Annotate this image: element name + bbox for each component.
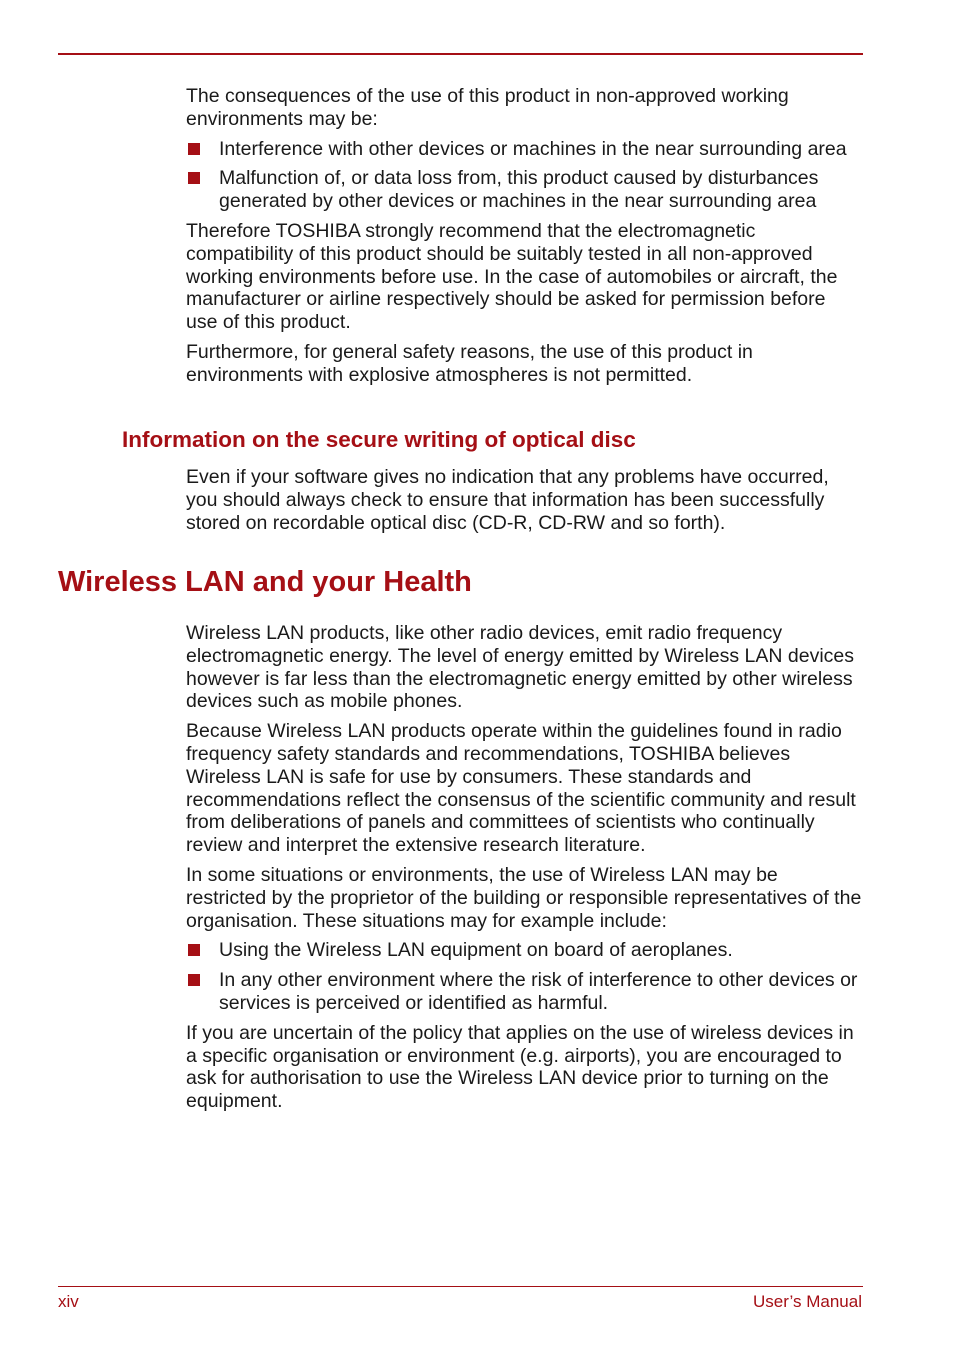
wireless-paragraph-2: Because Wireless LAN products operate within the guidelines found in radio frequency safety standards and recommendations, TOSHIBA believes Wireless LAN is safe for use by consumers. These standards and recommendations reflect the consensus of the scientific community and result from deliberations of panels and committees of scientists who continually review and interpret the extensive research literature. bbox=[186, 720, 856, 857]
wireless-bullet-list bbox=[186, 939, 862, 1014]
intro-bullet-list bbox=[186, 138, 862, 213]
intro-paragraph-3: Furthermore, for general safety reasons, the use of this product in environments with explosive atmospheres is not permitted. bbox=[186, 340, 753, 386]
wireless-paragraph-4: If you are uncertain of the policy that applies on the use of wireless devices in a specific organisation or environment (e.g. airports), you are encouraged to ask for authorisation to use the Wireless LAN device prior to turning on the equipment. bbox=[186, 1021, 854, 1113]
manual-title: User’s Manual bbox=[753, 1292, 862, 1311]
optical-paragraph: Even if your software gives no indication that any problems have occurred, you should always check to ensure that information has been successfully stored on recordable optical disc (CD-R, CD-RW and so forth). bbox=[186, 466, 829, 534]
intro-paragraph-2: Therefore TOSHIBA strongly recommend that the electromagnetic compatibility of this product should be suitably tested in all non-approved working environments before use. In the case of automobiles or aircraft, the manufacturer or airline respectively should be asked for permission before use of this product. bbox=[186, 219, 838, 334]
header-rule bbox=[58, 53, 863, 55]
square-bullet-icon bbox=[188, 143, 200, 155]
list-item: Interference with other devices or machines in the near surrounding area bbox=[186, 138, 862, 161]
list-item: In any other environment where the risk of interference to other devices or services is perceived or identified as harmful. bbox=[186, 969, 862, 1015]
list-item: Malfunction of, or data loss from, this product caused by disturbances generated by other devices or machines in the near surrounding area bbox=[186, 167, 862, 213]
footer-rule bbox=[58, 1286, 863, 1287]
intro-paragraph-1: The consequences of the use of this product in non-approved working environments may be: bbox=[186, 85, 789, 130]
square-bullet-icon bbox=[188, 944, 200, 956]
wireless-health-heading: Wireless LAN and your Health bbox=[58, 566, 472, 598]
wireless-section bbox=[186, 622, 862, 1113]
optical-section bbox=[186, 466, 862, 534]
list-item: Using the Wireless LAN equipment on board of aeroplanes. bbox=[186, 939, 862, 962]
wireless-paragraph-3: In some situations or environments, the use of Wireless LAN may be restricted by the proprietor of the building or responsible representatives of the organisation. These situations may for example include: bbox=[186, 863, 862, 932]
optical-disc-heading: Information on the secure writing of optical disc bbox=[122, 427, 636, 452]
wireless-paragraph-1: Wireless LAN products, like other radio devices, emit radio frequency electromagnetic energy. The level of energy emitted by Wireless LAN devices however is far less than the electromagnetic energy emitted by other wireless devices such as mobile phones. bbox=[186, 622, 855, 713]
square-bullet-icon bbox=[188, 974, 200, 986]
page-number: xiv bbox=[58, 1292, 79, 1311]
intro-section bbox=[186, 85, 862, 387]
square-bullet-icon bbox=[188, 172, 200, 184]
